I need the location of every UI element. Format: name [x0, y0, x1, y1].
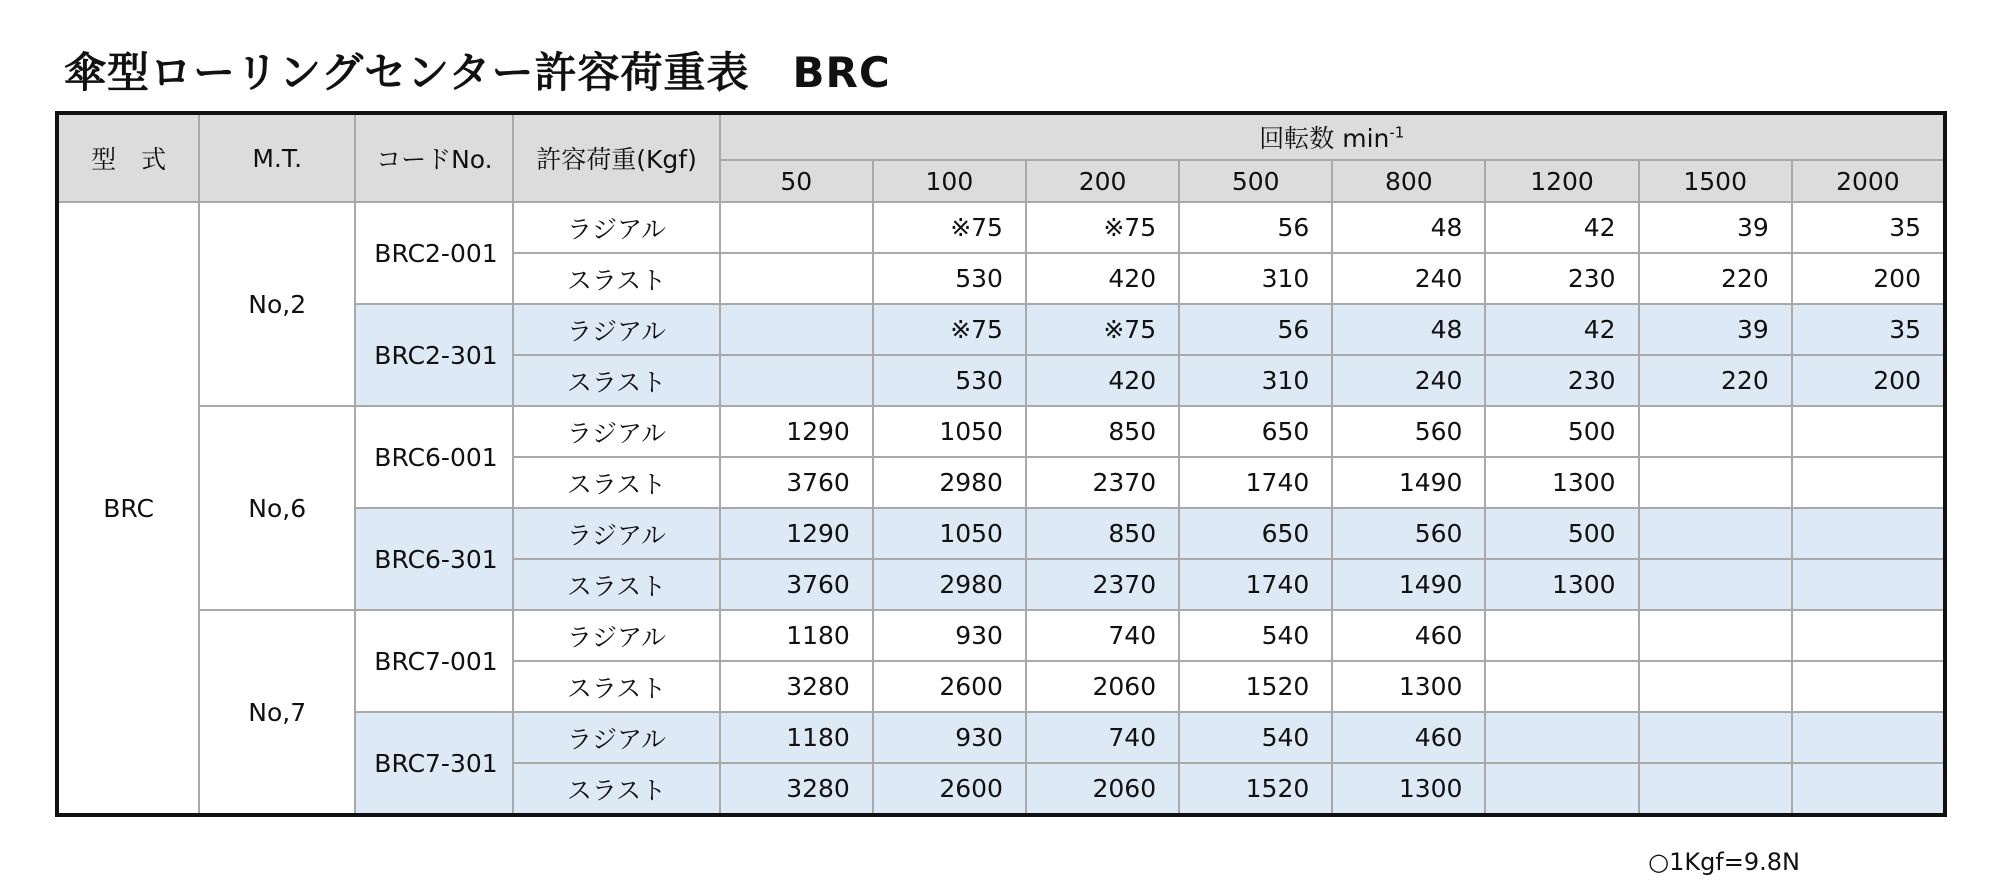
load-value-cell: 850	[1026, 406, 1179, 457]
load-value-cell: 1490	[1332, 457, 1485, 508]
load-value-cell: 2060	[1026, 763, 1179, 815]
load-type-cell: ラジアル	[513, 304, 719, 355]
code-cell: BRC6-301	[355, 508, 513, 610]
load-value-cell: 560	[1332, 406, 1485, 457]
load-value-cell: 930	[873, 610, 1026, 661]
load-value-cell: 2980	[873, 457, 1026, 508]
load-value-cell: 1050	[873, 406, 1026, 457]
load-type-cell: ラジアル	[513, 202, 719, 253]
load-value-cell	[1792, 559, 1945, 610]
load-value-cell	[1485, 763, 1638, 815]
load-value-cell: 230	[1485, 355, 1638, 406]
code-cell: BRC7-001	[355, 610, 513, 712]
load-value-cell: 1740	[1179, 559, 1332, 610]
load-value-cell: 1180	[720, 712, 873, 763]
load-value-cell: 740	[1026, 610, 1179, 661]
load-type-cell: ラジアル	[513, 406, 719, 457]
load-value-cell: 1520	[1179, 763, 1332, 815]
load-value-cell: 200	[1792, 253, 1945, 304]
load-value-cell: 35	[1792, 304, 1945, 355]
load-value-cell: 500	[1485, 406, 1638, 457]
header-rpm-500: 500	[1179, 160, 1332, 202]
load-table	[55, 111, 1947, 817]
load-value-cell: 56	[1179, 304, 1332, 355]
load-value-cell	[1485, 712, 1638, 763]
load-value-cell: 1300	[1332, 661, 1485, 712]
table-row	[57, 610, 1945, 661]
load-value-cell	[1792, 661, 1945, 712]
load-type-cell: スラスト	[513, 763, 719, 815]
header-rpm-200: 200	[1026, 160, 1179, 202]
header-rpm-1500: 1500	[1639, 160, 1792, 202]
load-value-cell: 420	[1026, 355, 1179, 406]
unit-note: ○1Kgf=9.8N	[1648, 848, 1800, 876]
load-value-cell: 1520	[1179, 661, 1332, 712]
load-value-cell: 460	[1332, 610, 1485, 661]
load-value-cell: 230	[1485, 253, 1638, 304]
load-value-cell: 3280	[720, 763, 873, 815]
load-value-cell: 35	[1792, 202, 1945, 253]
load-value-cell: 1180	[720, 610, 873, 661]
load-value-cell	[1792, 508, 1945, 559]
load-value-cell	[720, 202, 873, 253]
load-value-cell	[1792, 457, 1945, 508]
load-value-cell: 220	[1639, 253, 1792, 304]
load-value-cell: 42	[1485, 202, 1638, 253]
header-model: 型 式	[57, 113, 199, 202]
load-value-cell: ※75	[873, 202, 1026, 253]
load-value-cell: 1050	[873, 508, 1026, 559]
load-value-cell: 3760	[720, 457, 873, 508]
load-value-cell	[720, 304, 873, 355]
load-value-cell: 540	[1179, 712, 1332, 763]
load-value-cell	[1792, 763, 1945, 815]
load-value-cell	[1639, 508, 1792, 559]
load-value-cell: 1300	[1332, 763, 1485, 815]
load-value-cell	[1639, 559, 1792, 610]
load-value-cell: 540	[1179, 610, 1332, 661]
load-value-cell: 1300	[1485, 457, 1638, 508]
header-code: コードNo.	[355, 113, 513, 202]
header-rpm-sup: -1	[1389, 123, 1405, 142]
load-value-cell: 1290	[720, 406, 873, 457]
load-value-cell: 560	[1332, 508, 1485, 559]
header-load: 許容荷重(Kgf)	[513, 113, 719, 202]
header-rpm-50: 50	[720, 160, 873, 202]
load-value-cell	[1639, 763, 1792, 815]
load-type-cell: スラスト	[513, 559, 719, 610]
load-type-cell: スラスト	[513, 457, 719, 508]
load-value-cell: 650	[1179, 508, 1332, 559]
load-value-cell: 1490	[1332, 559, 1485, 610]
header-rpm-label: 回転数 min	[1259, 124, 1390, 153]
load-value-cell: 3760	[720, 559, 873, 610]
load-value-cell	[1639, 457, 1792, 508]
load-value-cell: 48	[1332, 202, 1485, 253]
load-value-cell: 42	[1485, 304, 1638, 355]
load-value-cell: 500	[1485, 508, 1638, 559]
load-value-cell: 240	[1332, 253, 1485, 304]
load-value-cell: 39	[1639, 202, 1792, 253]
load-value-cell	[1639, 712, 1792, 763]
load-value-cell: 310	[1179, 355, 1332, 406]
code-cell: BRC7-301	[355, 712, 513, 815]
load-value-cell: 220	[1639, 355, 1792, 406]
code-cell: BRC2-301	[355, 304, 513, 406]
header-mt: M.T.	[199, 113, 355, 202]
load-value-cell	[1792, 712, 1945, 763]
load-value-cell	[720, 253, 873, 304]
load-value-cell: 2060	[1026, 661, 1179, 712]
model-cell: BRC	[57, 202, 199, 815]
load-type-cell: ラジアル	[513, 610, 719, 661]
load-value-cell: 460	[1332, 712, 1485, 763]
load-value-cell: ※75	[1026, 304, 1179, 355]
header-rpm-800: 800	[1332, 160, 1485, 202]
load-value-cell	[1485, 610, 1638, 661]
load-value-cell	[1485, 661, 1638, 712]
table-row	[57, 406, 1945, 457]
load-value-cell: 200	[1792, 355, 1945, 406]
load-value-cell	[1792, 406, 1945, 457]
header-rpm-1200: 1200	[1485, 160, 1638, 202]
load-type-cell: ラジアル	[513, 712, 719, 763]
load-value-cell: 310	[1179, 253, 1332, 304]
header-rpm-100: 100	[873, 160, 1026, 202]
code-cell: BRC2-001	[355, 202, 513, 304]
page-title: 傘型ローリングセンター許容荷重表 BRC	[64, 48, 891, 97]
load-value-cell	[1639, 610, 1792, 661]
load-value-cell: ※75	[1026, 202, 1179, 253]
mt-cell: No,2	[199, 202, 355, 406]
mt-cell: No,6	[199, 406, 355, 610]
load-value-cell: 48	[1332, 304, 1485, 355]
load-value-cell: 2600	[873, 661, 1026, 712]
load-value-cell	[720, 355, 873, 406]
load-value-cell: 39	[1639, 304, 1792, 355]
header-rpm	[720, 113, 1945, 160]
load-value-cell: 56	[1179, 202, 1332, 253]
load-value-cell: 930	[873, 712, 1026, 763]
load-value-cell: 1300	[1485, 559, 1638, 610]
load-type-cell: スラスト	[513, 661, 719, 712]
load-value-cell: 1290	[720, 508, 873, 559]
load-value-cell: 2370	[1026, 559, 1179, 610]
load-value-cell: 2980	[873, 559, 1026, 610]
load-type-cell: スラスト	[513, 355, 719, 406]
table-row	[57, 202, 1945, 253]
load-type-cell: スラスト	[513, 253, 719, 304]
load-value-cell	[1639, 661, 1792, 712]
load-value-cell: 650	[1179, 406, 1332, 457]
code-cell: BRC6-001	[355, 406, 513, 508]
load-value-cell: 1740	[1179, 457, 1332, 508]
load-value-cell: 530	[873, 355, 1026, 406]
header-rpm-2000: 2000	[1792, 160, 1945, 202]
load-value-cell: 2600	[873, 763, 1026, 815]
load-value-cell: 3280	[720, 661, 873, 712]
load-value-cell: ※75	[873, 304, 1026, 355]
load-value-cell: 850	[1026, 508, 1179, 559]
mt-cell: No,7	[199, 610, 355, 815]
load-value-cell: 740	[1026, 712, 1179, 763]
load-value-cell: 420	[1026, 253, 1179, 304]
load-value-cell: 240	[1332, 355, 1485, 406]
load-value-cell: 530	[873, 253, 1026, 304]
load-type-cell: ラジアル	[513, 508, 719, 559]
load-value-cell: 2370	[1026, 457, 1179, 508]
load-value-cell	[1792, 610, 1945, 661]
load-value-cell	[1639, 406, 1792, 457]
